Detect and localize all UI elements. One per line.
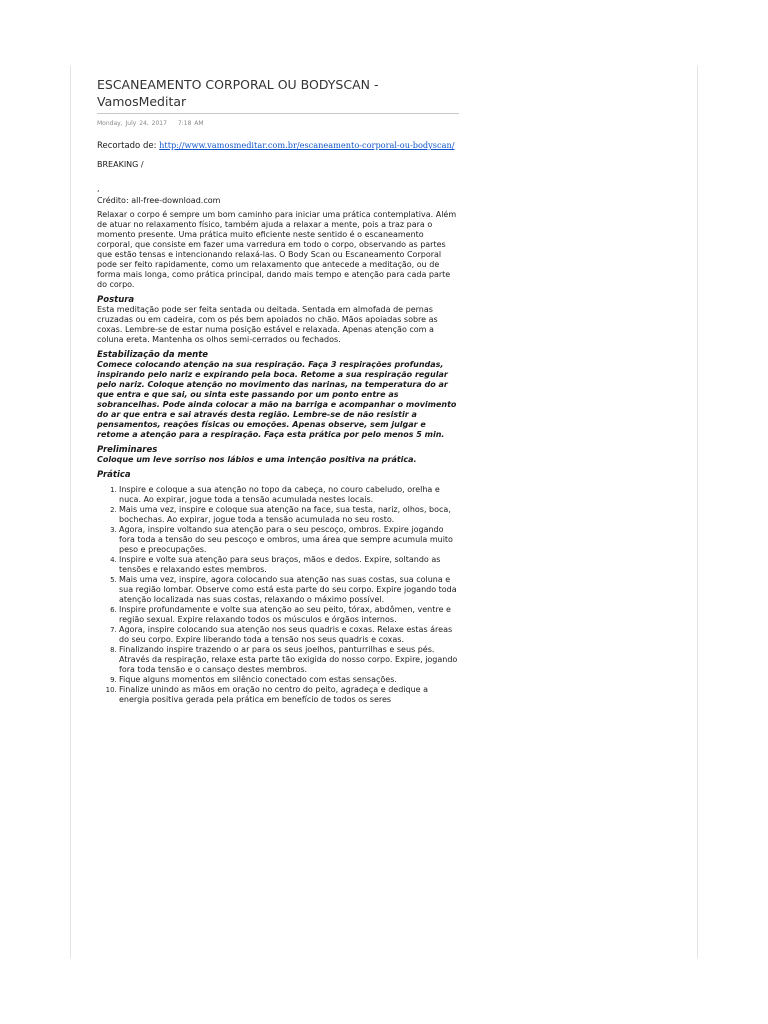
page-title: ESCANEAMENTO CORPORAL OU BODYSCAN - VamosMeditar xyxy=(97,77,379,109)
credit-line: Crédito: all-free-download.com xyxy=(97,195,221,205)
page-left-edge xyxy=(70,66,71,958)
pratica-step: 10. Finalize unindo as mãos em oração no centro do peito, agradeça e dedique a energia positiva gerada pela prática em benefício de todos os seres xyxy=(119,685,459,705)
note-meta xyxy=(97,120,459,127)
clipped-label: Recortado de: xyxy=(97,141,157,151)
stray-mark: , xyxy=(97,183,100,193)
title-divider xyxy=(97,113,459,114)
source-link[interactable]: http://www.vamosmeditar.com.br/escaneamento-corporal-ou-bodyscan/ xyxy=(159,140,455,150)
preliminares-heading: Preliminares xyxy=(97,444,158,455)
preliminares-paragraph: Coloque um leve sorriso nos lábios e uma intenção positiva na prática. xyxy=(97,454,417,464)
postura-heading: Postura xyxy=(97,294,135,305)
pratica-step: 6. Inspire profundamente e volte sua atenção ao seu peito, tórax, abdômen, ventre e região sexual. Expire relaxando todos os músculos e órgãos internos. xyxy=(119,605,459,625)
note-page xyxy=(97,76,459,705)
estabilizacao-paragraph: Comece colocando atenção na sua respiração. Faça 3 respirações profundas, inspirando pelo nariz e expirando pela boca. Retome a sua respiração regular pelo nariz. Coloque atenção no movimento das narinas, na temperatura do ar que entra e que sai, ou sinta este passando por um ponto entre as sobrancelhas. Pode ainda colocar a mão na barriga e acompanhar o movimento do ar que entra e sai através desta região. Lembre-se de não resistir a pensamentos, reações físicas ou emoções. Apenas observe, sem julgar e retome a atenção para a respiração. Faça esta prática por pelo menos 5 min. xyxy=(97,359,457,439)
pratica-step: 3. Agora, inspire voltando sua atenção para o seu pescoço, ombros. Expire jogando fora toda a tensão do seu pescoço e ombros, uma área que sempre acumula muito peso e preocupações. xyxy=(119,525,459,555)
pratica-step: 4. Inspire e volte sua atenção para seus braços, mãos e dedos. Expire, soltando as tensões e relaxando estes membros. xyxy=(119,555,459,575)
estabilizacao-heading: Estabilização da mente xyxy=(97,349,209,360)
pratica-step: 7. Agora, inspire colocando sua atenção nos seus quadris e coxas. Relaxe estas áreas do seu corpo. Expire liberando toda a tensão nos seus quadris e coxas. xyxy=(119,625,459,645)
page-right-edge xyxy=(697,66,698,958)
intro-paragraph: Relaxar o corpo é sempre um bom caminho para iniciar uma prática contemplativa. Além de atuar no relaxamento físico, também ajuda a relaxar a mente, pois a traz para o momento presente. Uma prática muito eficiente neste sentido é o escaneamento corporal, que consiste em fazer uma varredura em todo o corpo, observando as partes que estão tensas e intencionando relaxá-las. O Body Scan ou Escaneamento Corporal pode ser feito rapidamente, como um relaxamento que antecede a meditação, ou de forma mais longa, como prática principal, dando mais tempo e atenção para cada parte do corpo. xyxy=(97,209,457,289)
note-time: 7:18 AM xyxy=(177,120,204,127)
pratica-heading: Prática xyxy=(97,469,131,480)
pratica-step: 2. Mais uma vez, inspire e coloque sua atenção na face, sua testa, nariz, olhos, boca, bochechas. Ao expirar, jogue toda a tensão acumulada no seu rosto. xyxy=(119,505,459,525)
pratica-step: 1. Inspire e coloque a sua atenção no topo da cabeça, no couro cabeludo, orelha e nuca. Ao expirar, jogue toda a tensão acumulada nestes locais. xyxy=(119,485,459,505)
note-date: Monday, July 24, 2017 xyxy=(97,120,167,127)
pratica-steps-list xyxy=(97,485,459,705)
postura-paragraph: Esta meditação pode ser feita sentada ou deitada. Sentada em almofada de pernas cruzadas ou em cadeira, com os pés bem apoiados no chão. Mãos apoiadas sobre as coxas. Lembre-se de estar numa posição estável e relaxada. Apenas atenção com a coluna ereta. Mantenha os olhos semi-cerrados ou fechados. xyxy=(97,304,438,344)
clipped-source xyxy=(97,141,459,152)
pratica-step: 5. Mais uma vez, inspire, agora colocando sua atenção nas suas costas, sua coluna e sua região lombar. Observe como está esta parte do seu corpo. Expire jogando toda atenção localizada nas suas costas, relaxando o máximo possível. xyxy=(119,575,459,605)
breaking-text: BREAKING / xyxy=(97,159,144,169)
pratica-step: 8. Finalizando inspire trazendo o ar para os seus joelhos, panturrilhas e seus pés. Através da respiração, relaxe esta parte tão exigida do nosso corpo. Expire, jogando fora toda tensão e o cansaço destes membros. xyxy=(119,645,459,675)
pratica-step: 9. Fique alguns momentos em silêncio conectado com estas sensações. xyxy=(119,675,459,685)
